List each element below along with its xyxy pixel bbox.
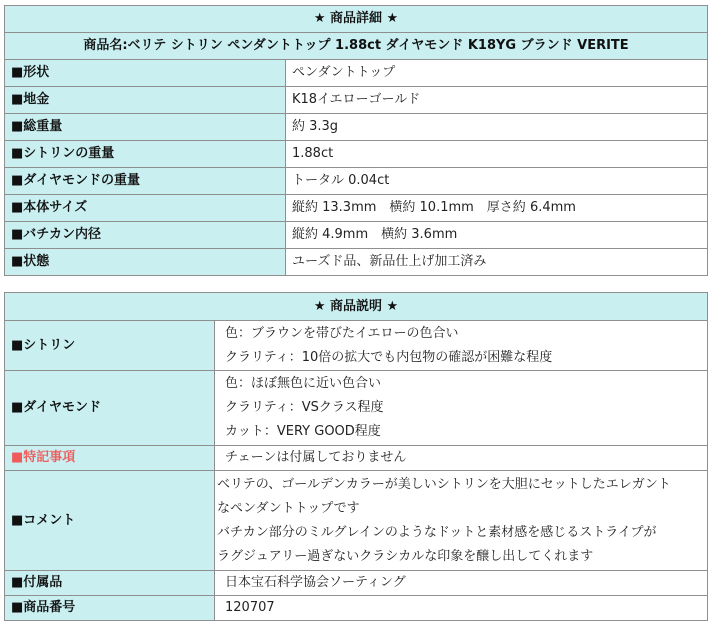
item-number-value: 120707 xyxy=(215,596,708,621)
description-row xyxy=(5,321,708,371)
detail-row xyxy=(5,60,708,87)
product-description-table xyxy=(4,292,708,621)
detail-label-bail-size: ■バチカン内径 xyxy=(5,222,286,249)
details-header: ★ 商品詳細 ★ xyxy=(5,6,708,33)
detail-value-condition: ユーズド品、新品仕上げ加工済み xyxy=(286,249,708,276)
detail-value-diamond-weight: トータル 0.04ct xyxy=(286,168,708,195)
citrine-clarity-text: クラリティ：10倍の拡大でも内包物の確認が困難な程度 xyxy=(225,349,553,365)
description-header: ★ 商品説明 ★ xyxy=(5,293,708,321)
comment-label: ■コメント xyxy=(5,471,215,571)
item-number-label: ■商品番号 xyxy=(5,596,215,621)
diamond-cut-text: カット：VERY GOOD程度 xyxy=(225,424,381,439)
detail-row xyxy=(5,87,708,114)
diamond-value xyxy=(215,371,708,446)
special-notes-label: ■特記事項 xyxy=(5,446,215,471)
product-details-table xyxy=(4,5,708,276)
description-row xyxy=(5,471,708,571)
comment-line: ラグジュアリー過ぎないクラシカルな印象を醸し出してくれます xyxy=(217,548,594,564)
detail-row xyxy=(5,141,708,168)
detail-value-total-weight: 約 3.3g xyxy=(286,114,708,141)
comment-line: なペンダントトップです xyxy=(217,500,360,516)
detail-label-metal: ■地金 xyxy=(5,87,286,114)
description-row xyxy=(5,371,708,446)
description-row xyxy=(5,596,708,621)
citrine-label: ■シトリン xyxy=(5,321,215,371)
special-notes-value: チェーンは付属しておりません xyxy=(215,446,708,471)
diamond-label: ■ダイヤモンド xyxy=(5,371,215,446)
detail-row xyxy=(5,249,708,276)
detail-value-body-size: 縦約 13.3mm 横約 10.1mm 厚さ約 6.4mm xyxy=(286,195,708,222)
diamond-clarity-text: クラリティ：VSクラス程度 xyxy=(225,400,384,415)
accessories-label: ■付属品 xyxy=(5,571,215,596)
comment-line: バチカン部分のミルグレインのようなドットと素材感を感じるストライプが xyxy=(217,524,657,540)
detail-row xyxy=(5,168,708,195)
product-name: 商品名:ベリテ シトリン ペンダントトップ 1.88ct ダイヤモンド K18YG ブランド VERITE xyxy=(5,33,708,60)
detail-label-total-weight: ■総重量 xyxy=(5,114,286,141)
citrine-value xyxy=(215,321,708,371)
detail-row xyxy=(5,195,708,222)
detail-label-shape: ■形状 xyxy=(5,60,286,87)
detail-label-condition: ■状態 xyxy=(5,249,286,276)
detail-row xyxy=(5,222,708,249)
detail-value-bail-size: 縦約 4.9mm 横約 3.6mm xyxy=(286,222,708,249)
detail-value-citrine-weight: 1.88ct xyxy=(286,141,708,168)
detail-label-body-size: ■本体サイズ xyxy=(5,195,286,222)
detail-value-metal: K18イエローゴールド xyxy=(286,87,708,114)
citrine-color-text: 色：ブラウンを帯びたイエローの色合い xyxy=(225,325,459,341)
accessories-value: 日本宝石科学協会ソーティング xyxy=(215,571,708,596)
detail-label-diamond-weight: ■ダイヤモンドの重量 xyxy=(5,168,286,195)
detail-row xyxy=(5,114,708,141)
detail-label-citrine-weight: ■シトリンの重量 xyxy=(5,141,286,168)
diamond-color-text: 色：ほぼ無色に近い色合い xyxy=(225,376,382,391)
comment-value xyxy=(215,471,708,571)
comment-line: ベリテの、ゴールデンカラーが美しいシトリンを大胆にセットしたエレガント xyxy=(217,476,671,492)
description-row xyxy=(5,571,708,596)
description-row xyxy=(5,446,708,471)
detail-value-shape: ペンダントトップ xyxy=(286,60,708,87)
